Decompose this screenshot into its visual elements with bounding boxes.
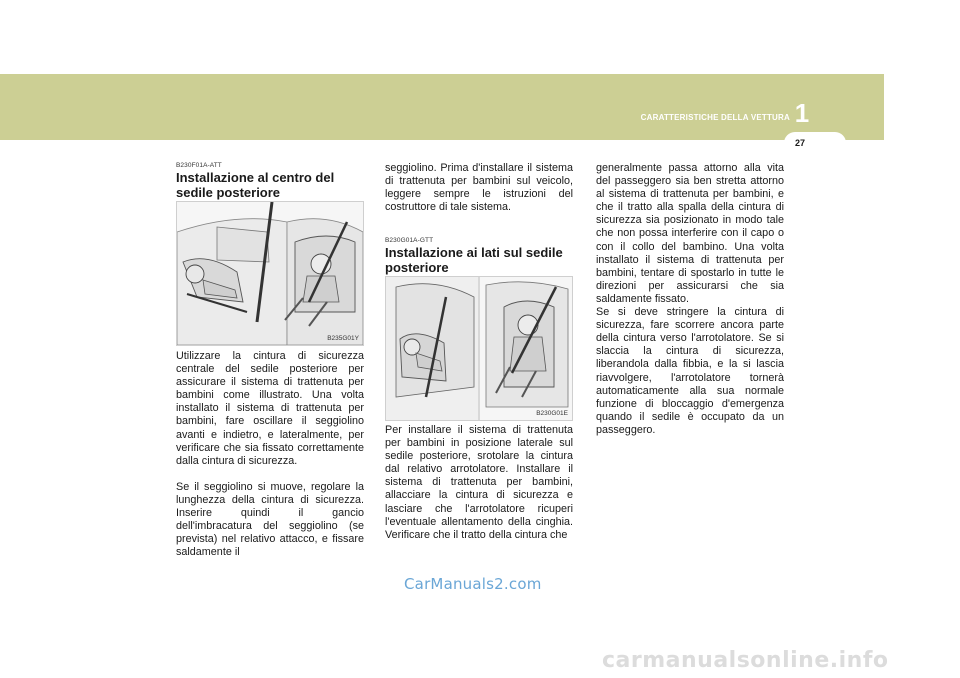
column-3	[596, 162, 784, 437]
page-number: 27	[794, 138, 805, 148]
column-2	[385, 162, 573, 214]
figure-code: B230G01E	[536, 410, 568, 417]
paragraph: Se si deve stringere la cintura di sicurezza, fare scorrere ancora parte della cintura verso l'arrotolatore. Se si slaccia la cintura di sicurezza, liberandola dalla fibbia, e la si lascia riavvolgere, l'arrotolatore tornerà automaticamente alla sua normale funzione di bloccaggio d'emergenza quando il sedile è occupato da un passeggero.	[596, 306, 784, 436]
section-code: B230F01A-ATT	[176, 162, 222, 169]
column-1	[176, 162, 364, 200]
car-seat-illustration	[177, 202, 363, 345]
section-code: B230G01A-GTT	[385, 237, 434, 244]
paragraph: generalmente passa attorno alla vita del passeggero sia ben stretta attorno al sistema di trattenuta per bambini, e che il tratto alla spalla della cintura di sicurezza sia posizionato in modo tale che non possa interferire con il capo o con il collo del bambino. Una volta installato il sistema di trattenuta per bambini, tentare di spostarlo in tutte le direzioni per assicurarsi che sia saldamente fissato.	[596, 162, 784, 305]
chapter-title: CARATTERISTICHE DELLA VETTURA	[640, 113, 790, 122]
column-2-section	[385, 237, 573, 275]
car-seat-illustration	[386, 277, 572, 420]
paragraph: Utilizzare la cintura di sicurezza centrale del sedile posteriore per assicurare il sistema di trattenuta per bambini come illustrato. Una volta installato il sistema di trattenuta per bambini, fare oscillare il seggiolino avanti e indietro, e lateralmente, per verificare che sia fissato correttamente dalla cintura di sicurezza.	[176, 350, 364, 467]
paragraph: Per installare il sistema di trattenuta per bambini in posizione laterale sul sedile posteriore, srotolare la cintura dal relativo arrotolatore. Installare il sistema di trattenuta per bambini, allacciare la cintura di sicurezza e lasciare che l'arrotolatore ricuperi l'eventuale allentamento della cinghia. Verificare che il tratto della cintura che	[385, 424, 573, 541]
figure-code: B235G01Y	[327, 335, 359, 342]
carmanuals-watermark[interactable]: CarManuals2.com	[404, 575, 542, 593]
chapter-number: 1	[794, 98, 810, 128]
site-watermark: carmanualsonline.info	[602, 648, 889, 673]
paragraph: seggiolino. Prima d'installare il sistema di trattenuta per bambini sul veicolo, leggere sempre le istruzioni del costruttore di tale sistema.	[385, 162, 573, 214]
figure-center-installation	[176, 201, 364, 346]
column-2-body	[385, 424, 573, 542]
header-band	[0, 74, 884, 140]
section-heading: Installazione al centro del sedile posteriore	[176, 170, 335, 200]
paragraph: Se il seggiolino si muove, regolare la lunghezza della cintura di sicurezza. Inserire quindi il gancio dell'imbracatura del seggiolino (se prevista) nel relativo attacco, e fissare saldamente il	[176, 480, 364, 559]
figure-side-installation	[385, 276, 573, 421]
column-1-body	[176, 350, 364, 559]
section-heading: Installazione ai lati sul sedile posteriore	[385, 245, 563, 275]
